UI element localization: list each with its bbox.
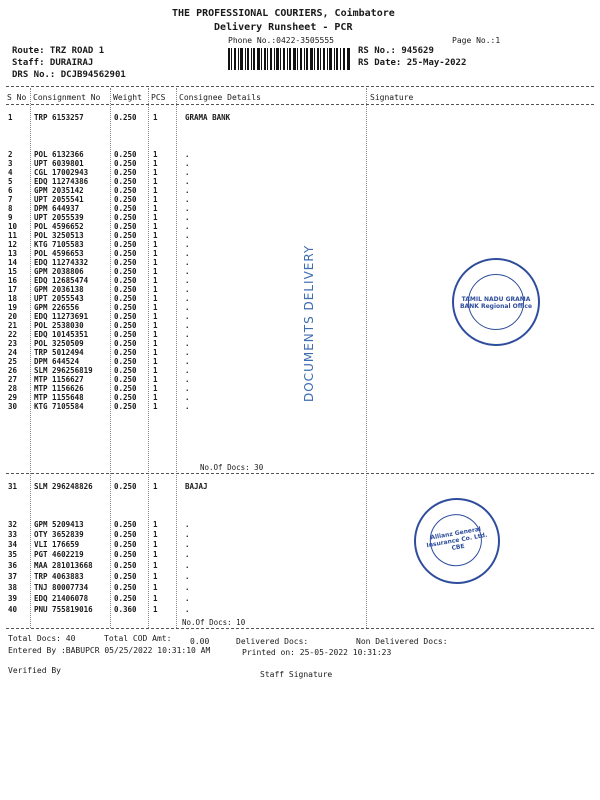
table-row: 36 MAA 281013668 0.250 1 .: [8, 561, 190, 570]
total-cod-label: Total COD Amt:: [104, 634, 172, 643]
table-row: 6 GPM 2035142 0.250 1 .: [8, 186, 190, 195]
col-weight: Weight: [113, 93, 142, 102]
barcode: [228, 48, 350, 70]
table-row: 24 TRP 5012494 0.250 1 .: [8, 348, 190, 357]
col-pcs: PCS: [151, 93, 166, 102]
table-row: 3 UPT 6039801 0.250 1 .: [8, 159, 190, 168]
staff-label: Staff: DURAIRAJ: [12, 58, 94, 68]
col-sno: S No: [7, 93, 27, 102]
table-row: 13 POL 4596653 0.250 1 .: [8, 249, 190, 258]
total-docs: Total Docs: 40: [8, 634, 76, 643]
verified-by: Verified By: [8, 666, 61, 675]
table-row: 31 SLM 296248826 0.250 1 BAJAJ: [8, 482, 208, 491]
printed-on: Printed on: 25-05-2022 10:31:23: [242, 648, 392, 657]
rs-date: RS Date: 25-May-2022: [358, 58, 467, 68]
table-row: 1 TRP 6153257 0.250 1 GRAMA BANK: [8, 113, 231, 122]
entered-by: Entered By :BABUPCR 05/25/2022 10:31:10 AM: [8, 646, 211, 655]
group-separator: [6, 473, 594, 474]
table-row: 12 KTG 7105583 0.250 1 .: [8, 240, 190, 249]
table-row: 39 EDQ 21406078 0.250 1 .: [8, 594, 190, 603]
table-row: 22 EDQ 10145351 0.250 1 .: [8, 330, 190, 339]
table-row: 15 GPM 2038806 0.250 1 .: [8, 267, 190, 276]
route-label: Route: TRZ ROAD 1: [12, 46, 105, 56]
col-consignment: Consignment No: [33, 93, 101, 102]
col-signature: Signature: [370, 93, 414, 102]
table-row: 9 UPT 2055539 0.250 1 .: [8, 213, 190, 222]
table-row: 16 EDQ 12685474 0.250 1 .: [8, 276, 190, 285]
phone-number: Phone No.:0422-3505555: [228, 36, 334, 45]
table-row: 29 MTP 1155648 0.250 1 .: [8, 393, 190, 402]
table-row: 11 POL 3250513 0.250 1 .: [8, 231, 190, 240]
table-row: 2 POL 6132366 0.250 1 .: [8, 150, 190, 159]
table-row: 7 UPT 2055541 0.250 1 .: [8, 195, 190, 204]
table-row: 10 POL 4596652 0.250 1 .: [8, 222, 190, 231]
table-row: 4 CGL 17002943 0.250 1 .: [8, 168, 190, 177]
table-row: 18 UPT 2055543 0.250 1 .: [8, 294, 190, 303]
staff-signature: Staff Signature: [260, 670, 333, 679]
header-rule-bottom: [6, 104, 594, 105]
table-row: 17 GPM 2036138 0.250 1 .: [8, 285, 190, 294]
table-row: 21 POL 2538030 0.250 1 .: [8, 321, 190, 330]
table-row: 27 MTP 1156627 0.250 1 .: [8, 375, 190, 384]
table-row: 25 DPM 644524 0.250 1 .: [8, 357, 190, 366]
drs-number: DRS No.: DCJB94562901: [12, 70, 126, 80]
table-row: 20 EDQ 11273691 0.250 1 .: [8, 312, 190, 321]
table-row: 14 EDQ 11274332 0.250 1 .: [8, 258, 190, 267]
delivered-docs: Delivered Docs:: [236, 637, 309, 646]
table-row: 33 OTY 3652839 0.250 1 .: [8, 530, 190, 539]
table-row: 40 PNU 755819016 0.360 1 .: [8, 605, 190, 614]
table-row: 28 MTP 1156626 0.250 1 .: [8, 384, 190, 393]
table-row: 23 POL 3250509 0.250 1 .: [8, 339, 190, 348]
table-row: 37 TRP 4063883 0.250 1 .: [8, 572, 190, 581]
rs-number: RS No.: 945629: [358, 46, 434, 56]
header-rule-top: [6, 86, 594, 87]
col-consignee: Consignee Details: [179, 93, 261, 102]
table-row: 8 DPM 644937 0.250 1 .: [8, 204, 190, 213]
group1-doc-count: No.Of Docs: 30: [200, 463, 264, 472]
table-row: 38 TNJ 80007734 0.250 1 .: [8, 583, 190, 592]
allianz-seal: Allianz General Insurance Co. Ltd. CBE: [407, 491, 507, 591]
document-title: Delivery Runsheet - PCR: [214, 22, 353, 33]
table-row: 35 PGT 4602219 0.250 1 .: [8, 550, 190, 559]
table-row: 19 GPM 226556 0.250 1 .: [8, 303, 190, 312]
table-row: 5 EDQ 11274386 0.250 1 .: [8, 177, 190, 186]
group2-doc-count: No.Of Docs: 10: [182, 618, 246, 627]
company-title: THE PROFESSIONAL COURIERS, Coimbatore: [172, 8, 395, 19]
table-row: 32 GPM 5209413 0.250 1 .: [8, 520, 190, 529]
table-row: 34 VLI 176659 0.250 1 .: [8, 540, 190, 549]
page-number: Page No.:1: [452, 36, 501, 45]
grama-bank-seal: TAMIL NADU GRAMA BANK Regional Office: [452, 258, 540, 346]
table-row: 26 SLM 296256819 0.250 1 .: [8, 366, 190, 375]
documents-delivery-stamp: DOCUMENTS DELIVERY: [302, 244, 316, 402]
non-delivered-docs: Non Delivered Docs:: [356, 637, 448, 646]
total-cod-amount: 0.00: [190, 637, 210, 646]
table-row: 30 KTG 7105584 0.250 1 .: [8, 402, 190, 411]
table-end-rule: [6, 628, 594, 629]
